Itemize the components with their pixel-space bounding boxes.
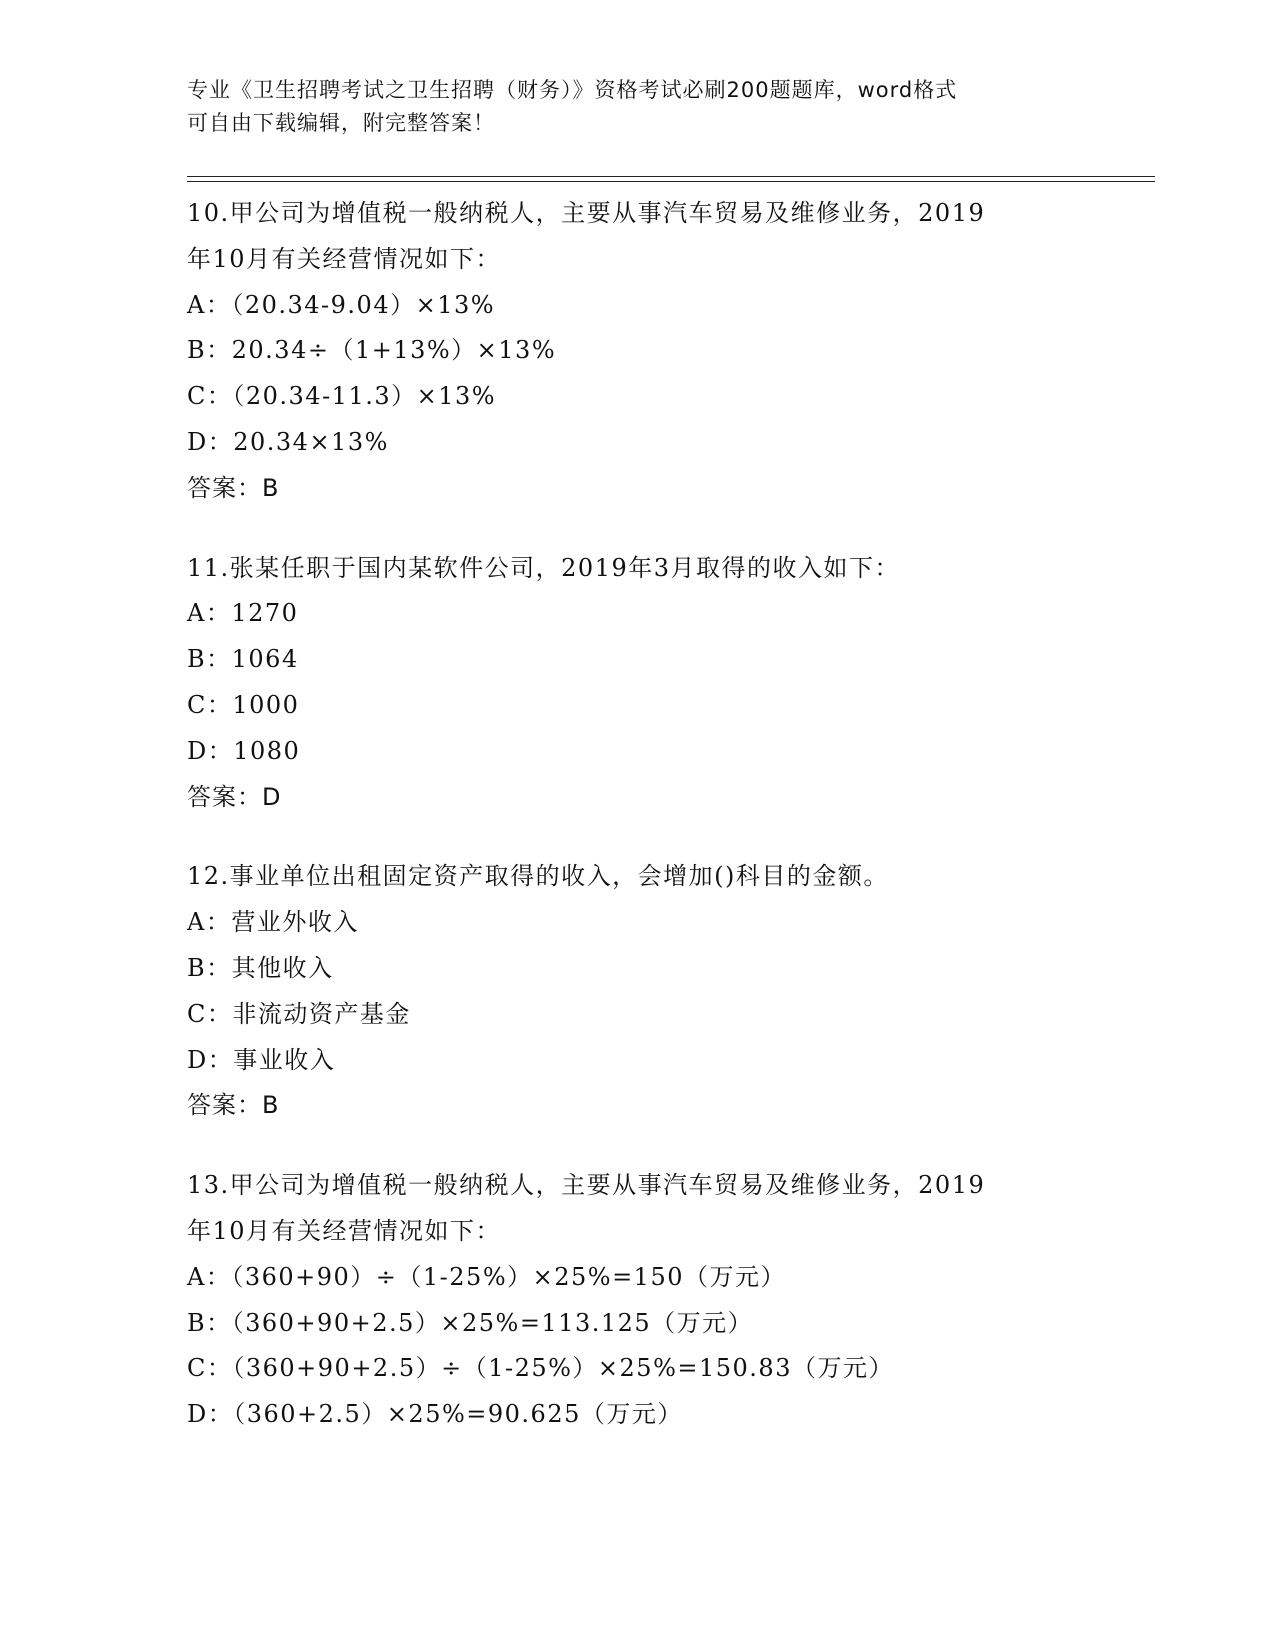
question-13	[187, 1163, 1087, 1438]
option-c: C：1000	[187, 690, 300, 719]
answer-line: 答案：B	[187, 1091, 280, 1120]
option-a: A：营业外收入	[187, 908, 359, 937]
header-divider-bottom	[187, 181, 1155, 182]
option-b: B：20.34÷（1+13%）×13%	[187, 336, 557, 365]
question-10	[187, 191, 1087, 512]
question-11	[187, 546, 1087, 821]
question-stem-line: 年10月有关经营情况如下：	[187, 244, 502, 273]
question-stem-line: 12.事业单位出租固定资产取得的收入，会增加()科目的金额。	[187, 862, 889, 891]
question-list	[187, 191, 1087, 1472]
header-line-1: 专业《卫生招聘考试之卫生招聘（财务）》资格考试必刷200题题库，word格式	[187, 78, 958, 102]
option-a: A：1270	[187, 599, 299, 628]
option-b: B：1064	[187, 645, 299, 674]
option-d: D：事业收入	[187, 1045, 336, 1074]
question-stem-line: 13.甲公司为增值税一般纳税人，主要从事汽车贸易及维修业务，2019	[187, 1171, 986, 1200]
option-a: A：（20.34-9.04）×13%	[187, 290, 496, 319]
question-stem-line: 10.甲公司为增值税一般纳税人，主要从事汽车贸易及维修业务，2019	[187, 199, 986, 227]
question-12	[187, 854, 1087, 1129]
header-divider-top	[187, 176, 1155, 177]
option-b: B：（360+90+2.5）×25%=113.125（万元）	[187, 1308, 754, 1337]
answer-line: 答案：D	[187, 782, 282, 811]
header-line-2: 可自由下载编辑，附完整答案！	[187, 111, 495, 135]
option-b: B：其他收入	[187, 953, 334, 982]
question-stem-line: 11.张某任职于国内某软件公司，2019年3月取得的收入如下：	[187, 553, 901, 582]
answer-line: 答案：B	[187, 473, 280, 502]
option-c: C：（20.34-11.3）×13%	[187, 382, 497, 411]
question-stem-line: 年10月有关经营情况如下：	[187, 1216, 502, 1245]
option-d: D：（360+2.5）×25%=90.625（万元）	[187, 1400, 683, 1429]
option-d: D：1080	[187, 736, 301, 765]
option-a: A：（360+90）÷（1-25%）×25%=150（万元）	[187, 1262, 786, 1291]
option-c: C：（360+90+2.5）÷（1-25%）×25%=150.83（万元）	[187, 1354, 894, 1383]
option-c: C：非流动资产基金	[187, 999, 411, 1028]
document-header	[187, 74, 1067, 140]
option-d: D：20.34×13%	[187, 427, 389, 456]
